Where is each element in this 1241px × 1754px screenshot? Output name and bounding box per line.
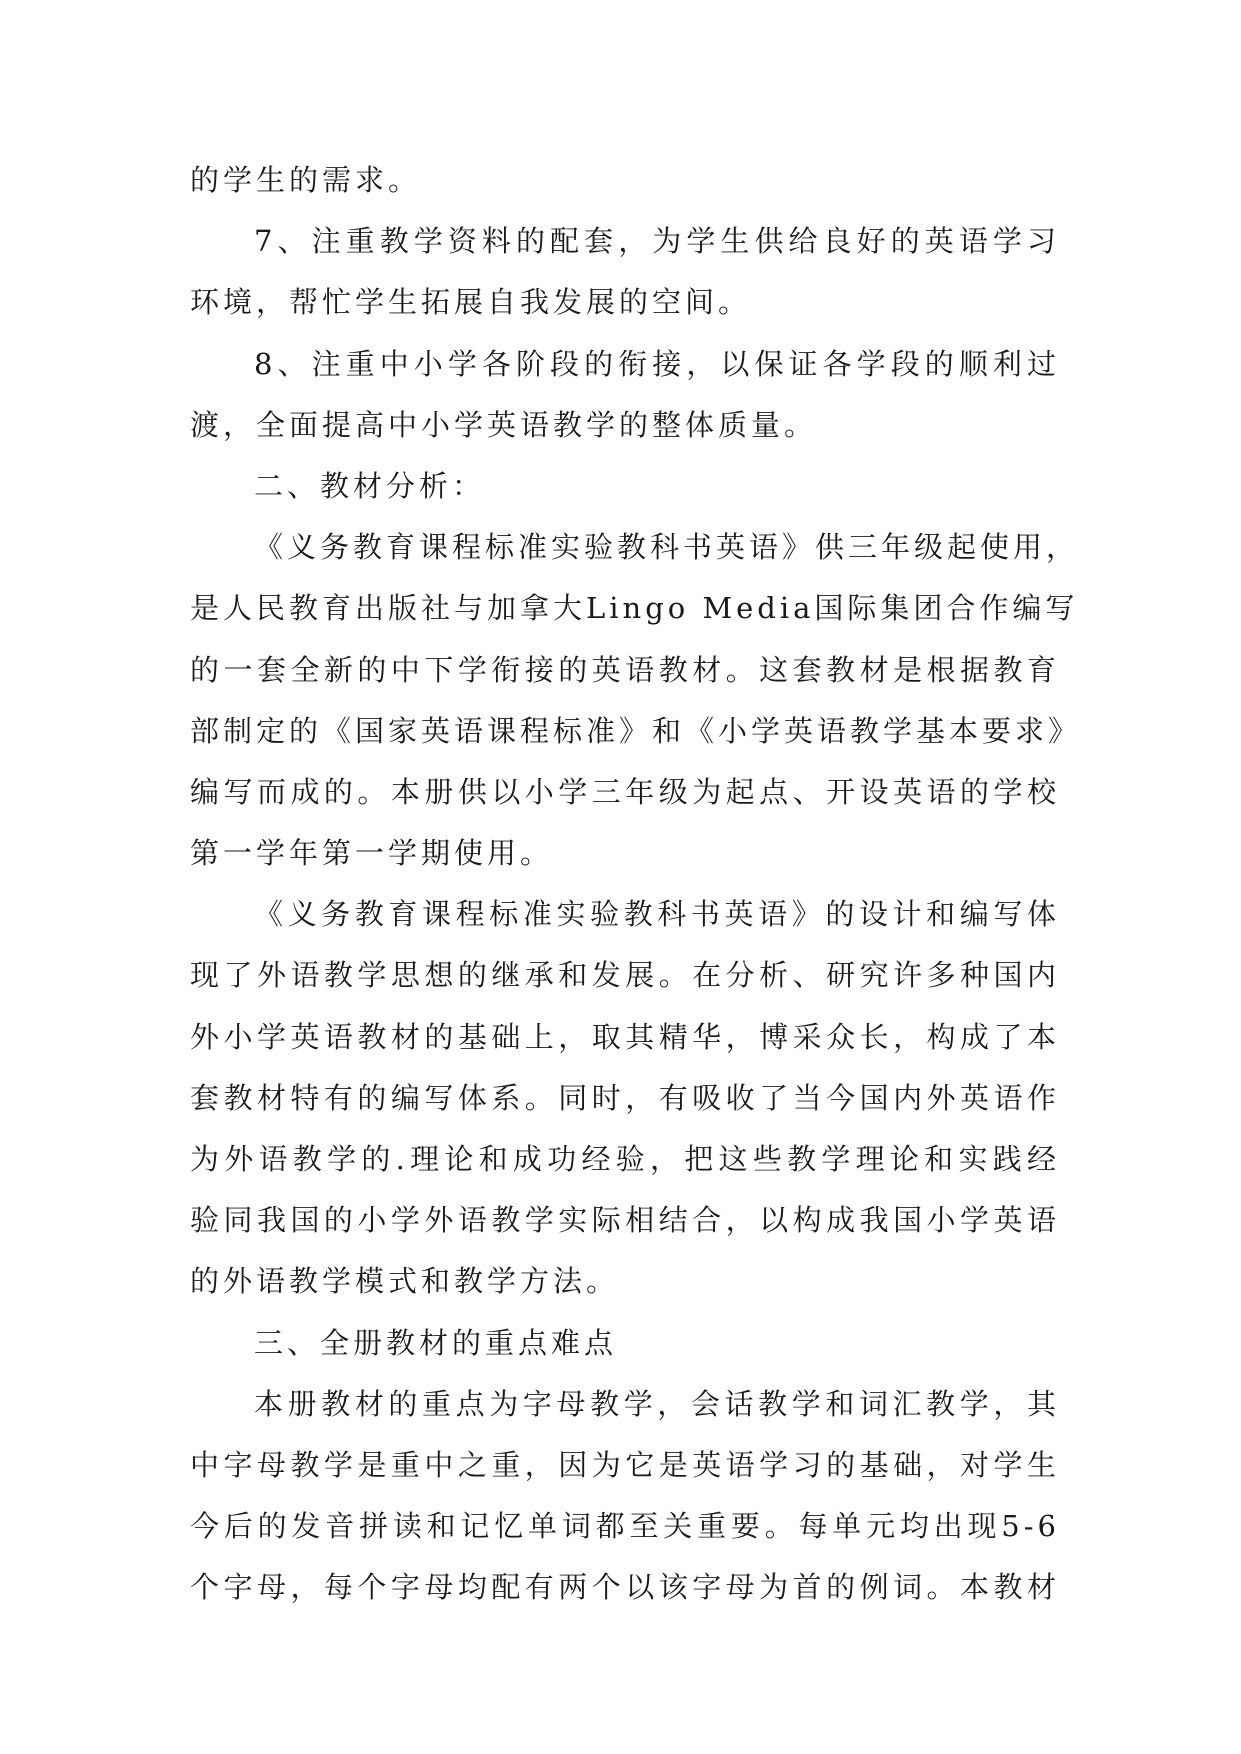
text-line: 渡，全面提高中小学英语教学的整体质量。	[190, 407, 818, 442]
text-line: 套教材特有的编写体系。同时，有吸收了当今国内外英语作	[190, 1080, 1060, 1115]
text-line: 的外语教学模式和教学方法。	[190, 1264, 620, 1299]
text-line: 中字母教学是重中之重，因为它是英语学习的基础，对学生	[190, 1447, 1060, 1482]
text-line: 《义务教育课程标准实验教科书英语》的设计和编写体	[254, 897, 1060, 932]
text-line: 三、全册教材的重点难点	[254, 1325, 618, 1360]
text-line: 验同我国的小学外语教学实际相结合，以构成我国小学英语	[190, 1203, 1060, 1238]
text-line: 本册教材的重点为字母教学，会话教学和词汇教学，其	[254, 1386, 1060, 1421]
text-line: 的学生的需求。	[190, 163, 422, 197]
text-line: 是人民教育出版社与加拿大Lingo Media国际集团合作编写	[190, 591, 1079, 626]
text-line: 二、教材分析：	[254, 468, 486, 503]
text-line: 的一套全新的中下学衔接的英语教材。这套教材是根据教育	[190, 652, 1060, 687]
text-line: 环境，帮忙学生拓展自我发展的空间。	[190, 285, 752, 320]
text-line: 部制定的《国家英语课程标准》和《小学英语教学基本要求》	[190, 713, 1082, 748]
text-line: 今后的发音拼读和记忆单词都至关重要。每单元均出现5-6	[190, 1509, 1060, 1544]
text-line: 8、注重中小学各阶段的衔接，以保证各学段的顺利过	[254, 346, 1060, 381]
body-text	[190, 150, 1082, 1619]
text-line: 个字母，每个字母均配有两个以该字母为首的例词。本教材	[190, 1570, 1060, 1605]
text-line: 《义务教育课程标准实验教科书英语》供三年级起使用，	[254, 530, 1080, 565]
text-line: 为外语教学的.理论和成功经验，把这些教学理论和实践经	[190, 1142, 1060, 1176]
text-line: 7、注重教学资料的配套，为学生供给良好的英语学习	[254, 224, 1060, 259]
text-line: 现了外语教学思想的继承和发展。在分析、研究许多种国内	[190, 958, 1060, 993]
text-line: 外小学英语教材的基础上，取其精华，博采众长，构成了本	[190, 1019, 1060, 1054]
text-line: 编写而成的。本册供以小学三年级为起点、开设英语的学校	[190, 774, 1060, 809]
text-line: 第一学年第一学期使用。	[190, 836, 554, 871]
